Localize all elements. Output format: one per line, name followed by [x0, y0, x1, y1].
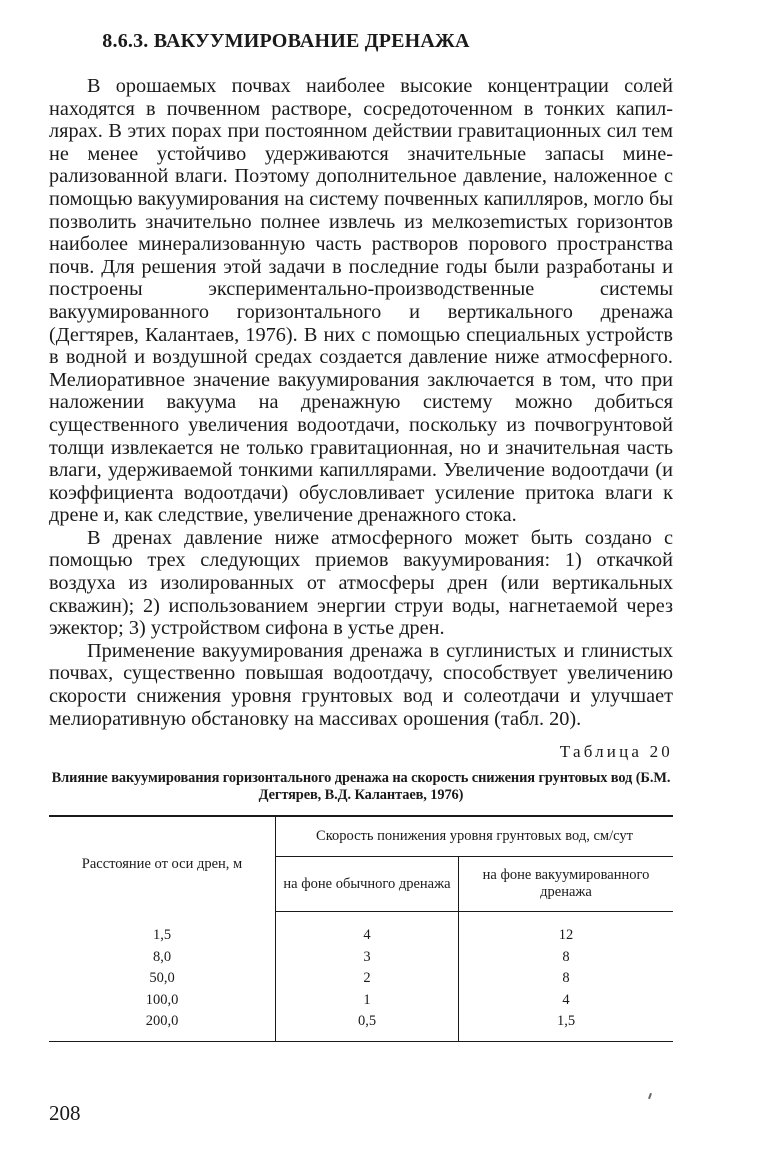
cell-regular: 1 — [276, 990, 459, 1012]
table-row — [49, 1011, 673, 1041]
cell-regular: 0,5 — [276, 1011, 459, 1041]
table-row — [49, 968, 673, 990]
cell-distance: 1,5 — [49, 912, 276, 947]
data-table — [49, 815, 673, 1042]
cell-regular: 2 — [276, 968, 459, 990]
page-number: 208 — [49, 1101, 81, 1125]
book-page — [49, 30, 673, 1042]
cell-distance: 8,0 — [49, 947, 276, 969]
table-row — [49, 947, 673, 969]
table-row — [49, 990, 673, 1012]
cell-distance: 50,0 — [49, 968, 276, 990]
table-label: Таблица 20 — [559, 742, 673, 762]
section-heading: 8.6.3. ВАКУУМИРОВАНИЕ ДРЕНАЖА — [102, 30, 470, 52]
paragraph-2: В дренах давление ниже атмосферного может быть создано с помощью трех следующих приемов вакуумирования: 1) откачкой воздуха из изолированных от атмосферы дрен (или вертикальных скважин); 2) использованием энергии струи воды, нагнетаемой через эжектор; 3) устройством сифона в устье дрен. — [49, 526, 673, 640]
header-vacuum-drainage: на фоне вакуумированного дренажа — [459, 857, 674, 912]
paragraph-1: В орошаемых почвах наиболее высокие концентрации солей находятся в почвенном растворе, сосредоточенном в тонких капиллярах. В этих порах при постоянном действии гравитационных сил тем не менее устойчиво удерживаются значительные запасы минерализованной влаги. Поэтому дополнительное давление, наложенное с помощью вакуумирования на систему почвенных капилляров, могло бы позволить значительно полнее извлечь из мелкозеmистых горизонтов наиболее минерализованную часть растворов порового пространства почв. Для решения этой задачи в последние годы были разработаны и построены экспериментально-производственные системы вакуумированного горизонтального и вертикального дренажа (Дегтярев, Калантаев, 1976). В них с помощью специальных устройств в водной и воздушной средах создается давление ниже атмосферного. Мелиоративное значение вакуумирования заключается в том, что при наложении вакуума на дренажную систему можно добиться существенного увеличения водоотдачи, поскольку из почвогрунтовой толщи извлекается не только гравитационная, но и значительная часть влаги, удерживаемой тонкими капиллярами. Увеличение водоотдачи (и коэффициента водоотдачи) обусловливает усиление притока влаги к дрене и, как следствие, увеличение дренажного стока. — [49, 75, 673, 527]
cell-vacuum: 1,5 — [459, 1011, 674, 1041]
cell-distance: 100,0 — [49, 990, 276, 1012]
cell-vacuum: 8 — [562, 948, 570, 965]
scan-speck — [648, 1093, 652, 1099]
cell-vacuum: 4 — [562, 991, 570, 1008]
header-distance: Расстояние от оси дрен, м — [49, 816, 276, 912]
table-caption: Влияние вакуумирования горизонтального дренажа на скорость снижения грунтовых вод (Б.М. Дегтярев, В.Д. Калантаев, 1976) — [51, 770, 671, 804]
cell-regular: 3 — [276, 947, 459, 969]
header-regular-drainage: на фоне обычного дренажа — [276, 857, 459, 912]
cell-vacuum: 12 — [558, 927, 574, 944]
table-row — [49, 912, 673, 947]
cell-regular: 4 — [276, 912, 459, 947]
cell-vacuum: 8 — [562, 970, 570, 987]
header-speed: Скорость понижения уровня грунтовых вод, см/сут — [276, 816, 674, 857]
paragraph-3: Применение вакуумирования дренажа в суглинистых и глинистых почвах, существенно повышая водоотдачу, способствует увеличению скорости снижения уровня грунтовых вод и солеотдачи и улучшает мелиоративную обстановку на массивах орошения (табл. 20). — [49, 639, 673, 730]
cell-distance: 200,0 — [49, 1011, 276, 1041]
